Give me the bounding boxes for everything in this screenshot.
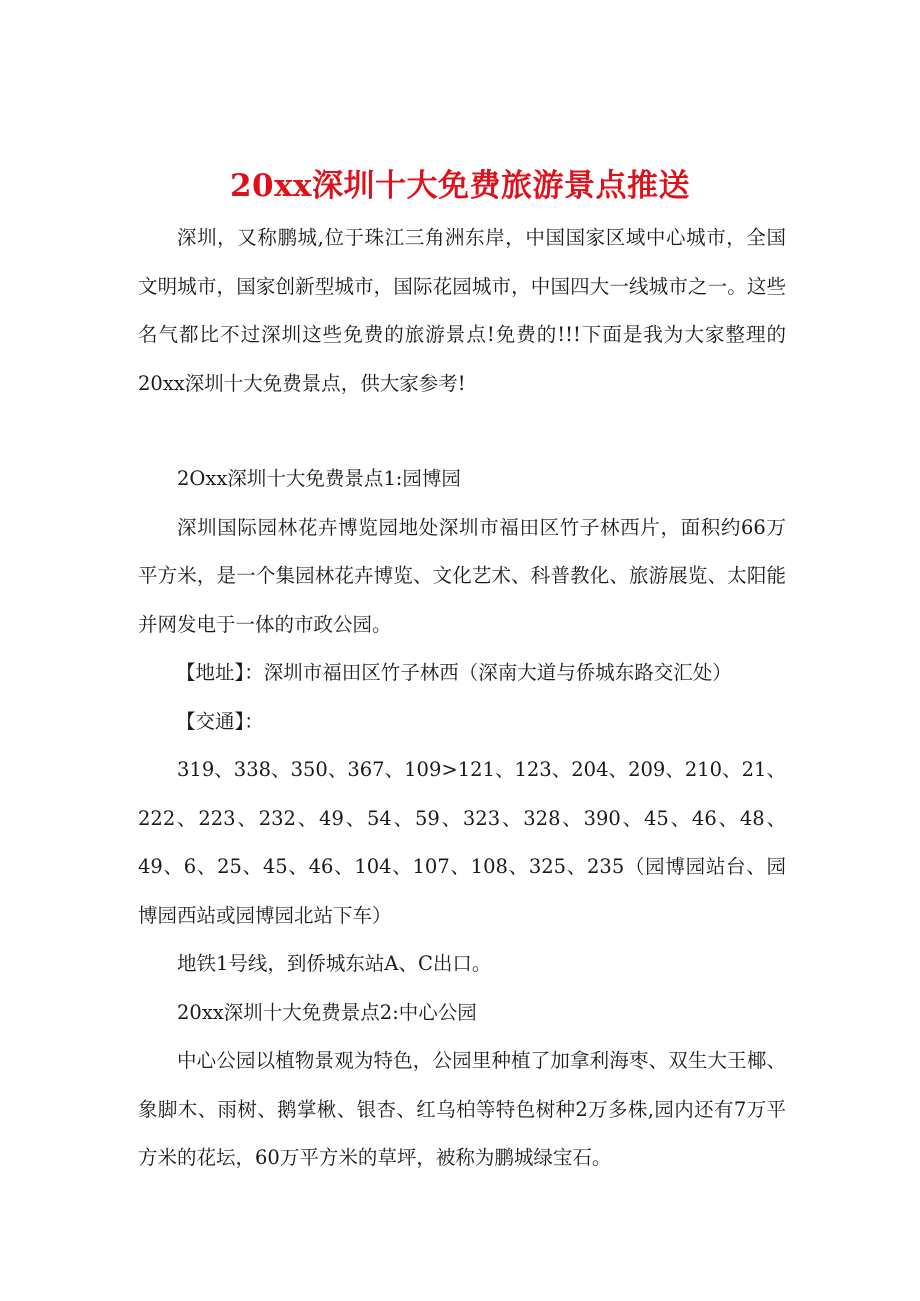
spot1-address: 【地址】：深圳市福田区竹子林西（深南大道与侨城东路交汇处）	[176, 661, 732, 684]
document-body	[138, 214, 786, 1183]
spot1-heading: 2Oxx深圳十大免费景点1:园博园	[177, 467, 461, 490]
spot1-metro: 地铁1号线，到侨城东站A、C出口。	[177, 952, 492, 975]
spot1-bus-lines: 319、338、350、367、109>121、123、204、209、210、21、222、223、232、49、54、59、323、328、390、45、46、48、49、6、25、45、46、104、107、108、325、235（园博园站台、园博园西站或园博园北站下车）	[138, 758, 786, 927]
spot1-transport-label: 【交通】：	[176, 709, 264, 733]
paragraph-spacer	[138, 408, 786, 455]
document-title: 20xx深圳十大免费旅游景点推送	[229, 167, 691, 204]
spot2-heading: 20xx深圳十大免费景点2:中心公园	[177, 1000, 477, 1024]
spot2-description: 中心公园以植物景观为特色，公园里种植了加拿利海枣、双生大王椰、象脚木、雨树、鹅掌楸、银杏、红乌柏等特色树种2万多株,园内还有7万平方米的花坛，60万平方米的草坪，被称为鹏城绿宝石。	[138, 1049, 786, 1169]
intro-paragraph: 深圳，又称鹏城,位于珠江三角洲东岸，中国国家区域中心城市，全国文明城市，国家创新型城市，国际花园城市，中国四大一线城市之一。这些名气都比不过深圳这些免费的旅游景点!免费的!!!下面是我为大家整理的20xx深圳十大免费景点，供大家参考!	[138, 226, 786, 395]
spot1-description: 深圳国际园林花卉博览园地处深圳市福田区竹子林西片，面积约66万平方米，是一个集园林花卉博览、文化艺术、科普教化、旅游展览、太阳能并网发电于一体的市政公园。	[138, 515, 786, 636]
